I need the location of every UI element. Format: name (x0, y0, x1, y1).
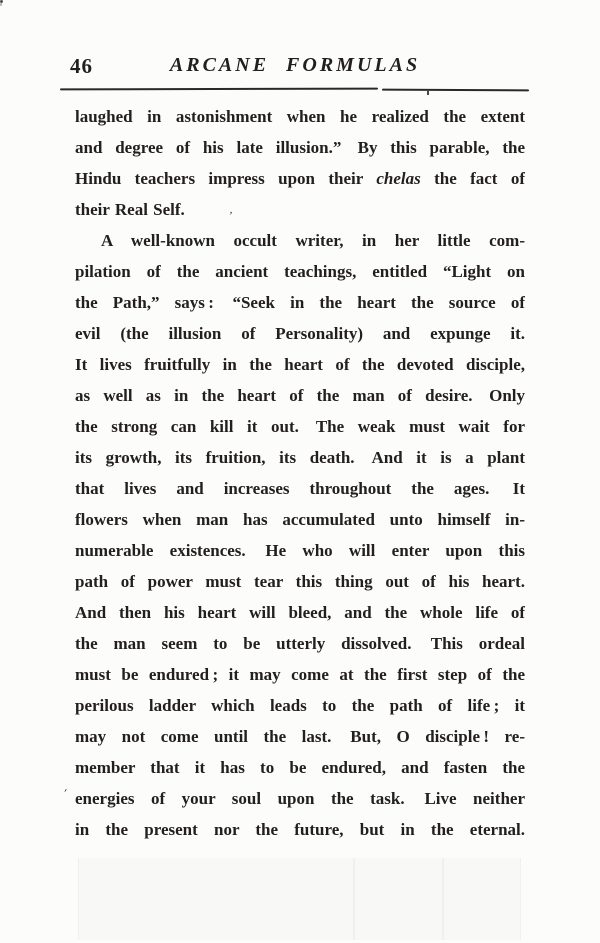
text-line: their Real Self. (75, 200, 185, 219)
text-line (75, 163, 525, 194)
text-line: perilous ladder which leads to the path of life ; it (75, 696, 525, 715)
italic-term-chelas: chelas (376, 169, 421, 188)
scan-artifact-ghost-block (78, 858, 354, 940)
text-segment: Hindu teachers impress upon their (75, 169, 377, 188)
text-line: and degree of his late illusion.” By this parable, the (75, 138, 525, 157)
text-line: the man seem to be utterly dissolved. This ordeal (75, 634, 525, 653)
header-rule-ink-tick (427, 91, 429, 95)
text-line: may not come until the last. But, O disciple ! re- (75, 727, 525, 746)
text-line: energies of your soul upon the task. Live neither (75, 789, 525, 808)
text-segment: the fact of (420, 169, 525, 188)
text-line: the Path,” says : “Seek in the heart the source of (75, 293, 525, 312)
scan-artifact-hanging-tick: ´ (62, 787, 72, 804)
text-line-paragraph-start: A well-known occult writer, in her little com- (101, 231, 525, 250)
scan-artifact-stray-comma: , (229, 201, 234, 217)
text-line: as well as in the heart of the man of desire. Only (75, 386, 525, 405)
text-line: its growth, its fruition, its death. And it is a plant (75, 448, 525, 467)
text-line: evil (the illusion of Personality) and expunge it. (75, 324, 525, 343)
text-line: pilation of the ancient teachings, entitled “Light on (75, 262, 525, 281)
scan-artifact-ghost-block (443, 858, 521, 940)
running-title: ARCANE FORMULAS (169, 54, 421, 76)
scan-artifact-margin-speck (0, 3, 2, 6)
text-line: flowers when man has accumulated unto himself in- (75, 510, 525, 529)
text-line: numerable existences. He who will enter upon this (75, 541, 525, 560)
text-line: must be endured ; it may come at the first step of the (75, 665, 525, 684)
scan-artifact-ghost-block (354, 858, 443, 940)
text-line: that lives and increases throughout the ages. It (75, 479, 525, 498)
text-line: member that it has to be endured, and fasten the (75, 758, 525, 777)
text-line: It lives fruitfully in the heart of the devoted disciple, (75, 355, 525, 374)
text-line: in the present nor the future, but in the eternal. (75, 820, 525, 839)
text-block (75, 101, 525, 845)
text-line: And then his heart will bleed, and the whole life of (75, 603, 525, 622)
text-line: laughed in astonishment when he realized the extent (75, 107, 525, 126)
page-number: 46 (70, 54, 93, 78)
header-rule-left (60, 88, 378, 91)
header-rule-right (382, 89, 529, 92)
text-line: path of power must tear this thing out of his heart. (75, 572, 525, 591)
text-line: the strong can kill it out. The weak must wait for (75, 417, 525, 436)
